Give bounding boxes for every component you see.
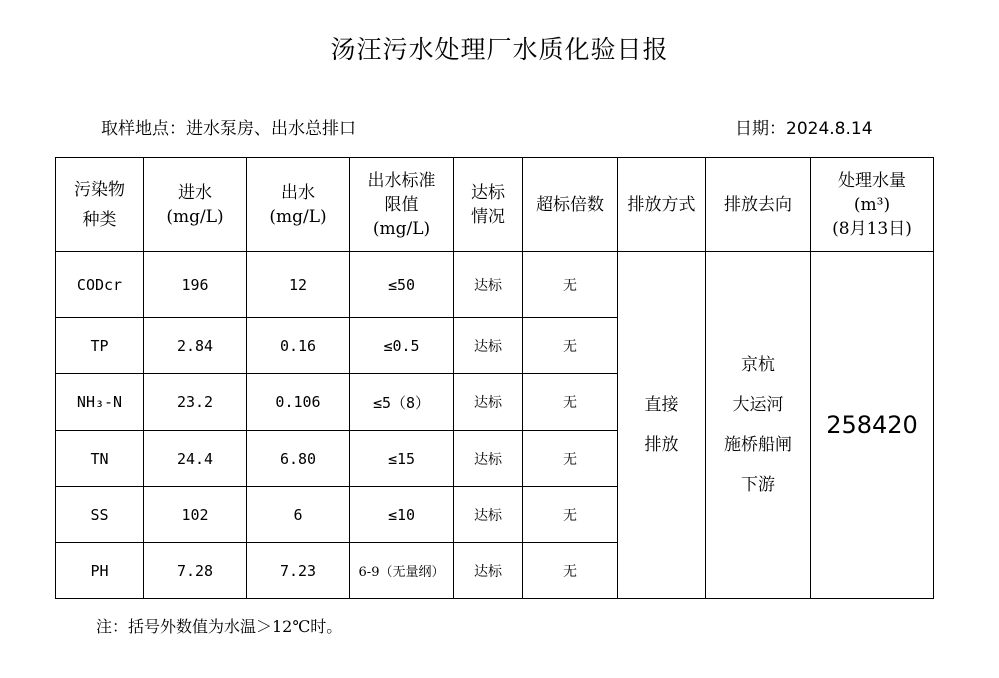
exceed-cell: 无 [523,252,618,318]
effluent-cell: 0.16 [247,318,350,374]
exceed-cell: 无 [523,431,618,487]
influent-cell: 23.2 [144,374,247,431]
influent-cell: 2.84 [144,318,247,374]
pollutant-cell: PH [56,543,144,599]
effluent-cell: 6.80 [247,431,350,487]
header-exceed-multiple: 超标倍数 [523,158,618,252]
compliance-cell: 达标 [454,374,523,431]
limit-cell: ≤5（8） [350,374,454,431]
header-volume: 处理水量 (m³) (8月13日) [811,158,934,252]
pollutant-cell: SS [56,487,144,543]
exceed-cell: 无 [523,543,618,599]
influent-cell: 24.4 [144,431,247,487]
footnote: 注：括号外数值为水温＞12℃时。 [96,617,343,636]
influent-cell: 196 [144,252,247,318]
header-limit: 出水标准 限值 (mg/L) [350,158,454,252]
water-quality-table [55,157,934,599]
exceed-cell: 无 [523,318,618,374]
compliance-cell: 达标 [454,318,523,374]
header-pollutant: 污染物 种类 [56,158,144,252]
header-influent: 进水 (mg/L) [144,158,247,252]
volume-cell: 258420 [811,252,934,599]
header-discharge-method: 排放方式 [618,158,706,252]
pollutant-cell: CODcr [56,252,144,318]
table-row [56,252,934,318]
header-effluent: 出水 (mg/L) [247,158,350,252]
limit-cell: ≤15 [350,431,454,487]
discharge-destination-cell: 京杭 大运河 施桥船闸 下游 [706,252,811,599]
exceed-cell: 无 [523,487,618,543]
limit-cell: ≤50 [350,252,454,318]
header-discharge-destination: 排放去向 [706,158,811,252]
effluent-cell: 0.106 [247,374,350,431]
influent-cell: 102 [144,487,247,543]
pollutant-cell: TN [56,431,144,487]
influent-cell: 7.28 [144,543,247,599]
compliance-cell: 达标 [454,252,523,318]
exceed-cell: 无 [523,374,618,431]
report-title: 汤汪污水处理厂水质化验日报 [330,35,669,64]
discharge-method-cell: 直接 排放 [618,252,706,599]
compliance-cell: 达标 [454,543,523,599]
compliance-cell: 达标 [454,487,523,543]
report-date: 日期：2024.8.14 [735,119,873,139]
sampling-location: 取样地点：进水泵房、出水总排口 [101,119,356,139]
limit-cell: ≤10 [350,487,454,543]
pollutant-cell: NH₃-N [56,374,144,431]
header-row [56,158,934,252]
header-compliance: 达标 情况 [454,158,523,252]
compliance-cell: 达标 [454,431,523,487]
limit-cell: 6-9（无量纲） [350,543,454,599]
pollutant-cell: TP [56,318,144,374]
limit-cell: ≤0.5 [350,318,454,374]
effluent-cell: 7.23 [247,543,350,599]
effluent-cell: 6 [247,487,350,543]
effluent-cell: 12 [247,252,350,318]
